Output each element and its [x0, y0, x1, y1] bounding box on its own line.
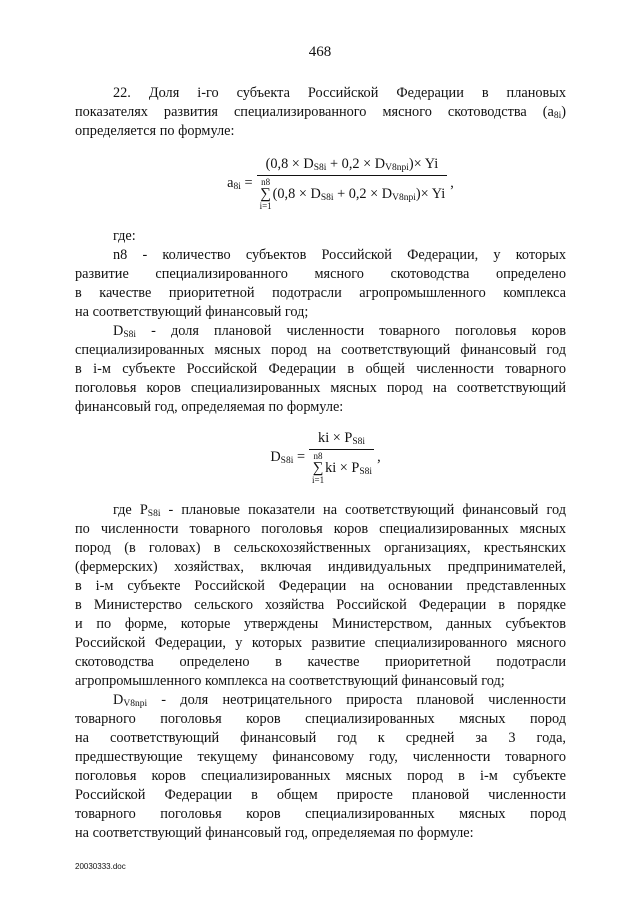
- n8-def-line4: на соответствующий финансовый год;: [75, 304, 309, 320]
- dv8-def-line7: товарного поголовья коров специализированных мясных пород: [75, 806, 566, 822]
- sum-symbol: n8 ∑ i=1: [259, 177, 272, 211]
- ps8i-def-line3: пород (в головах) в сельскохозяйственных организациях, крестьянских: [75, 540, 566, 556]
- dv8-def-line3: на соответствующий финансовый год к средней за 3 года,: [75, 730, 566, 746]
- para22-line3: определяется по формуле:: [75, 123, 235, 139]
- formula-ds8i: $D_{S8i}$ = ki × $P_{S8i}$ n8 ∑ $i=1ki \times P_{S8i}$ ,: [270, 430, 381, 485]
- ps8i-def-line8: Российской Федерации, у которых развитие специализированного мясного: [75, 635, 566, 651]
- dv8-def-line4: предшествующие текущему финансовому году, численности товарного: [75, 749, 566, 765]
- ps8i-def-line2: по численности товарного поголовья коров специализированных мясных: [75, 521, 566, 537]
- dv8-def-line8: на соответствующий финансовый год, определяемая по формуле:: [75, 825, 474, 841]
- n8-def-line2: развитие специализированного мясного скотоводства определено: [75, 266, 566, 282]
- ps8i-def-line5: в i-м субъекте Российской Федерации на основании представленных: [75, 578, 566, 594]
- sum-symbol: n8 ∑ i=1: [312, 451, 325, 485]
- dv8-def-line6: Российской Федерации в общем приросте плановой численности: [75, 787, 566, 803]
- dv8-def-line2: товарного поголовья коров специализированных мясных пород: [75, 711, 566, 727]
- ds8i-def-line1: $D_{S8i}$ - доля плановой численности товарного поголовья коров: [113, 323, 566, 340]
- formula-a8i-numerator: $(0,8 \times D_{S8i} + 0,2 \times D_{V8npi})\times Yi$: [257, 155, 448, 176]
- ps8i-def-line7: и по форме, которые утверждены Министерством, данных субъектов: [75, 616, 566, 632]
- footer-filename: 20030333.doc: [75, 862, 126, 871]
- document-body: [75, 84, 566, 843]
- n8-def-line1: n8 - количество субъектов Российской Федерации, у которых: [113, 247, 566, 263]
- ps8i-def-line6: в Министерство сельского хозяйства Российской Федерации в порядке: [75, 597, 566, 613]
- dv8-def-line5: поголовья коров специализированных мясных пород в i-м субъекте: [75, 768, 566, 784]
- page-number: 468: [308, 44, 332, 60]
- formula-a8i-denominator: n8 ∑ $i=1(0,8 \times D_{S8i} + 0,2 \times D_{V8npi})\times Yi$: [259, 177, 446, 211]
- ds8i-def-line2: специализированных мясных пород на соответствующий финансовый год: [75, 342, 566, 358]
- formula-a8i: $a_{8i}$ = $(0,8 \times D_{S8i} + 0,2 \times D_{V8npi})\times Yi$ n8 ∑ $i=1(0,8 \times D_{S8i} + 0,2 \times D_{V8npi})\times Yi$ ,: [227, 156, 454, 211]
- formula-a8i-fraction: [257, 155, 448, 211]
- ps8i-def-line4: (фермерских) хозяйствах, включая индивидуальных предпринимателей,: [75, 559, 566, 575]
- n8-def-line3: в качестве приоритетной подотрасли агропромышленного комплекса: [75, 285, 566, 301]
- para22-line2: показателях развития специализированного мясного скотоводства $(a_{8i})$: [75, 104, 566, 121]
- formula-ds8i-fraction: [309, 429, 374, 485]
- ds8i-def-line4: поголовья коров специализированных мясных пород на соответствующий: [75, 380, 566, 396]
- ps8i-def-line1: где $P_{S8i}$ - плановые показатели на соответствующий финансовый год: [113, 502, 566, 519]
- formula-ds8i-lhs: $D_{S8i}$ =: [270, 448, 306, 466]
- ds8i-def-line3: в i-м субъекте Российской Федерации в общей численности товарного: [75, 361, 566, 377]
- ps8i-def-line10: агропромышленного комплекса на соответствующий финансовый год;: [75, 673, 505, 689]
- formula-a8i-lhs: $a_{8i}$ =: [227, 174, 253, 192]
- para22-line1: 22. Доля i-го субъекта Российской Федерации в плановых: [113, 85, 566, 101]
- formula-ds8i-numerator: ki × $P_{S8i}$: [309, 429, 374, 450]
- dv8-def-line1: $D_{V8npi}$ - доля неотрицательного прироста плановой численности: [113, 692, 566, 709]
- formula-ds8i-denominator: n8 ∑ $i=1ki \times P_{S8i}$: [312, 451, 373, 485]
- ps8i-def-line9: скотоводства определено в качестве приоритетной подотрасли: [75, 654, 566, 670]
- ds8i-def-line5: финансовый год, определяемая по формуле:: [75, 399, 344, 415]
- where-label: где:: [113, 228, 136, 244]
